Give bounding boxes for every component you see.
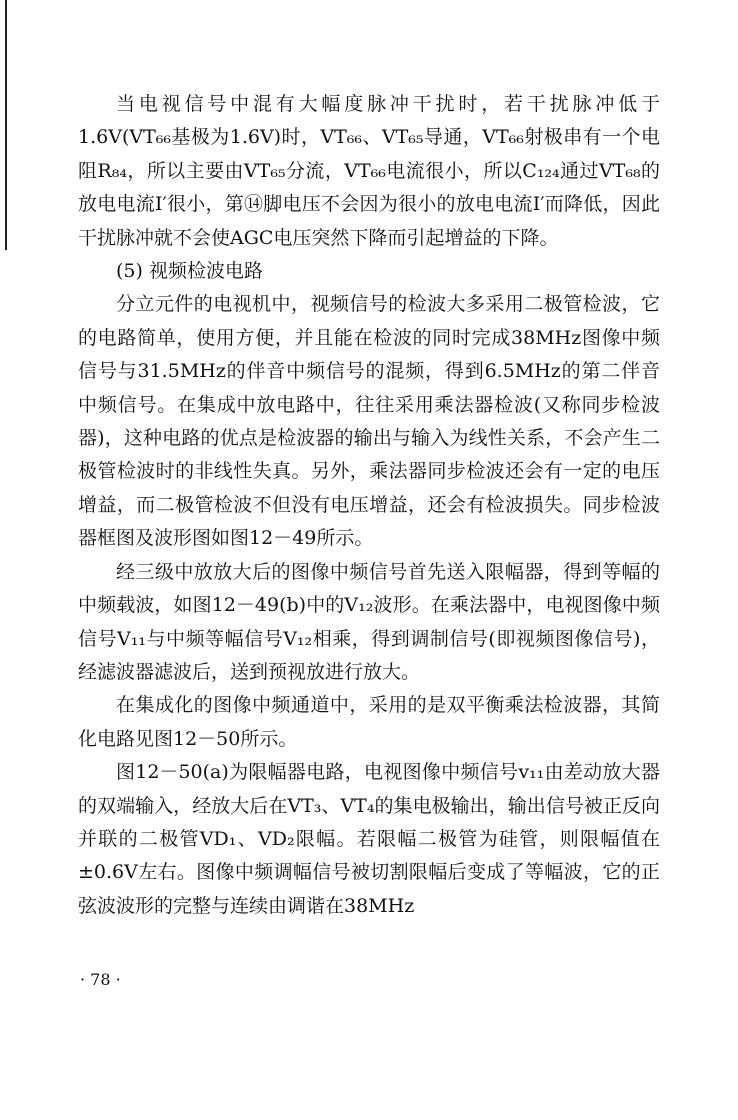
section-heading-video-detection: (5) 视频检波电路 xyxy=(116,260,263,283)
page-edge-line xyxy=(5,0,7,250)
paragraph-double-balanced: 在集成化的图像中频通道中，采用的是双平衡乘法检波器，其简化电路见图12－50所示。 xyxy=(78,694,660,750)
paragraph-discrete-detection: 分立元件的电视机中，视频信号的检波大多采用二极管检波，它的电路简单，使用方便，并且能在检波的同时完成38MHz图像中频信号与31.5MHz的伴音中频信号的混频，得到6.5MHz的第二伴音中频信号。在集成中放电路中，往往采用乘法器检波(又称同步检波器)，这种电路的优点是检波器的输出与输入为线性关系，不会产生二极管检波时的非线性失真。另外，乘法器同步检波还会有一定的电压增益，而二极管检波不但没有电压增益，还会有检波损失。同步检波器框图及波形图如图12－49所示。 xyxy=(78,293,660,550)
paragraph-limiter-circuit: 图12－50(a)为限幅器电路，电视图像中频信号v₁₁由差动放大器的双端输入，经放大后在VT₃、VT₄的集电极输出，输出信号被正反向并联的二极管VD₁、VD₂限幅。若限幅二极管为硅管，则限幅值在±0.6V左右。图像中频调幅信号被切割限幅后变成了等幅波，它的正弦波波形的完整与连续由调谐在38MHz xyxy=(78,761,660,917)
paragraph-limiter-multiplier: 经三级中放放大后的图像中频信号首先送入限幅器，得到等幅的中频载波，如图12－49(b)中的V₁₂波形。在乘法器中，电视图像中频信号V₁₁与中频等幅信号V₁₂相乘，得到调制信号(即视频图像信号)，经滤波器滤波后，送到预视放进行放大。 xyxy=(78,560,660,683)
page-number: · 78 · xyxy=(80,970,121,989)
page-body xyxy=(78,88,660,923)
paragraph-agc-interference: 当电视信号中混有大幅度脉冲干扰时，若干扰脉冲低于1.6V(VT₆₆基极为1.6V)时，VT₆₆、VT₆₅导通，VT₆₆射极串有一个电阻R₈₄，所以主要由VT₆₅分流，VT₆₆电流很小，所以C₁₂₄通过VT₆₈的放电电流I′很小，第⑭脚电压不会因为很小的放电电流I′而降低，因此干扰脉冲就不会使AGC电压突然下降而引起增益的下降。 xyxy=(78,93,660,249)
